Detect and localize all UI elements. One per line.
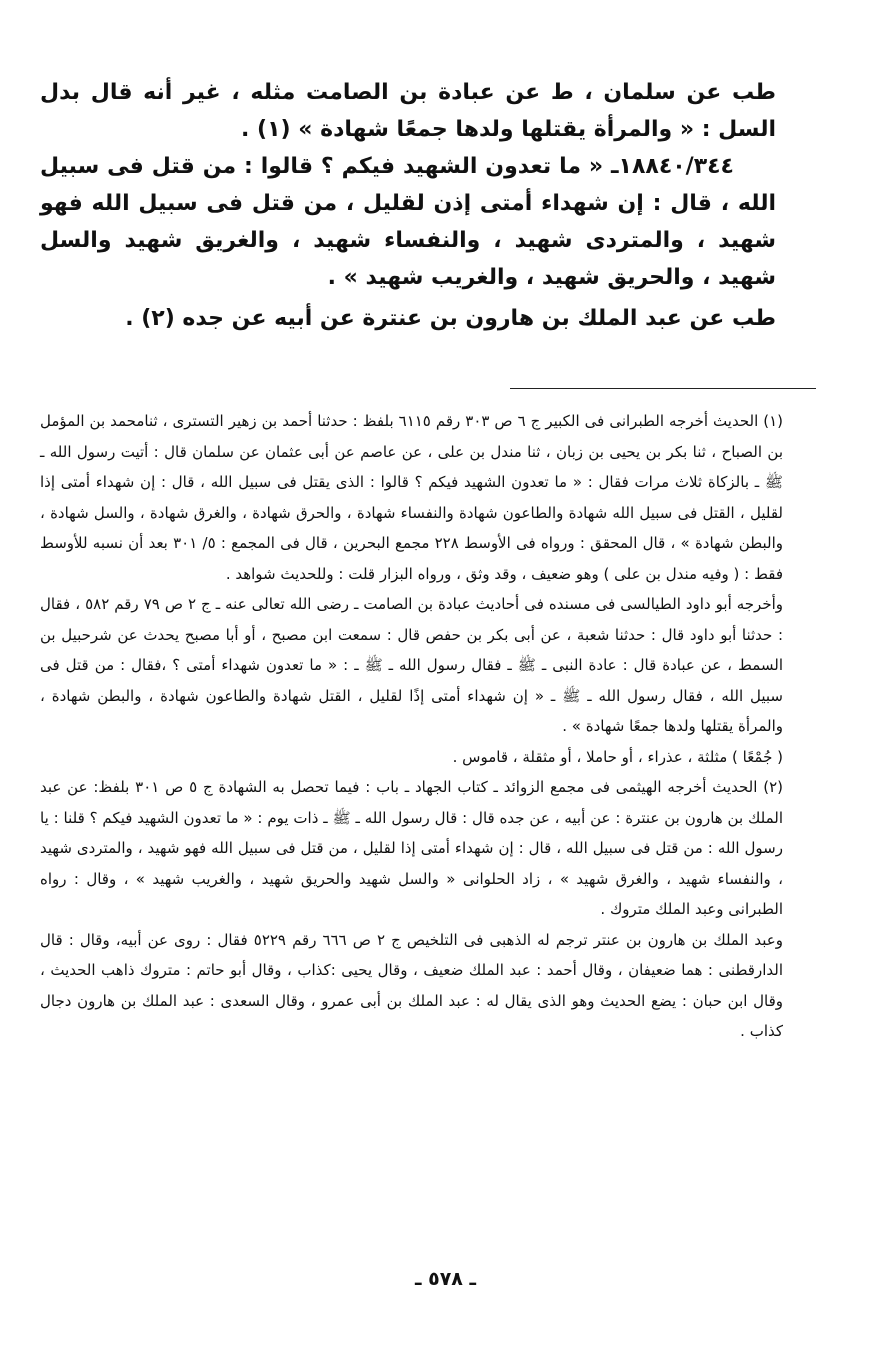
footnote-1-gloss: ( جُمْعًا ) مثلثة ، عذراء ، أو حاملا ، أو مثقلة ، قاموس . bbox=[452, 747, 783, 766]
main-paragraph: طب عن سلمان ، ط عن عبادة بن الصامت مثله ، غير أنه قال بدل السل : « والمرأة يقتلها ولدها جمعًا شهادة » (١) . bbox=[40, 80, 776, 142]
footnote-separator bbox=[510, 388, 816, 389]
footnote-2: (٢) الحديث أخرجه الهيثمى فى مجمع الزوائد ـ كتاب الجهاد ـ باب : فيما تحصل به الشهادة ج ٥ ص ٣٠١ بلفظ: عن عبد الملك بن هارون بن عنترة : عن أبيه ، عن جده قال : قال رسول الله ـ ﷺ ـ ذات يوم : « ما تعدون الشهيد فيكم ؟ قلنا : يا رسول الله : من قتل فى سبيل الله ، قال : إن شهداء أمتى إذا لقليل ، من قتل فى سبيل الله فهو شهيد ، والمتردى شهيد ، والنفساء شهيد ، والغرق شهيد » ، زاد الحلوانى « والسل شهيد والحريق شهيد ، والغريب شهيد » ، وقال : رواه الطبرانى وعبد الملك متروك . bbox=[40, 778, 784, 918]
footnotes bbox=[40, 406, 783, 1047]
main-text bbox=[40, 74, 776, 337]
footnote-1: (١) الحديث أخرجه الطبرانى فى الكبير ج ٦ ص ٣٠٣ رقم ٦١١٥ بلفظ : حدثنا أحمد بن زهير التسترى ، ثنامحمد بن المؤمل بن الصباح ، ثنا بكر بن يحيى بن زبان ، ثنا مندل بن على ، عن عاصم عن أبى عثمان عن سلمان قال : أتيت رسول الله ـ ﷺ ـ بالزكاة ثلاث مرات فقال : « ما تعدون الشهيد فيكم ؟ قالوا : الذى يقتل فى سبيل الله ، قال : إن شهداء أمتى إذا لقليل ، القتل فى سبيل الله شهادة والطاعون شهادة والنفساء شهادة ، والحرق شهادة ، والغرق شهادة ، والسل شهادة ، والبطن شهادة » ، قال المحقق : ورواه فى الأوسط ٢٢٨ مجمع البحرين ، قال فى المجمع : ٥/ ٣٠١ بعد أن نسبه للأوسط فقط : ( وفيه مندل بن على ) وهو ضعيف ، وقد وثق ، ورواه البزار قلت : وللحديث شواهد . bbox=[40, 412, 784, 583]
footnote-2-continuation: وعبد الملك بن هارون بن عنتر ترجم له الذهبى فى التلخيص ج ٢ ص ٦٦٦ رقم ٥٢٢٩ فقال : روى عن أبيه، وقال : قال الدارقطنى : هما ضعيفان ، وقال أحمد : عبد الملك ضعيف ، وقال يحيى :كذاب ، وقال أبو حاتم : متروك ذاهب الحديث ، وقال ابن حبان : يضع الحديث وهو الذى يقال له : عبد الملك بن أبى عمرو ، وقال السعدى : عبد الملك بن هارون دجال كذاب . bbox=[40, 930, 783, 1040]
footnote-1-continuation: وأخرجه أبو داود الطيالسى فى مسنده فى أحاديث عبادة بن الصامت ـ رضى الله تعالى عنه ـ ج ٢ ص ٧٩ رقم ٥٨٢ ، فقال : حدثنا أبو داود قال : حدثنا شعبة ، عن أبى بكر بن حفص قال : سمعت ابن مصبح ، أو أبا مصبح يحدث عن شرحبيل بن السمط ، عن عبادة قال : عادة النبى ـ ﷺ ـ فقال رسول الله ـ ﷺ ـ : « ما تعدون شهداء أمتى ؟ ،فقال : من قتل فى سبيل الله ، فقال رسول الله ـ ﷺ ـ « إن شهداء أمتى إذًا لقليل ، القتل شهادة والطاعون شهادة ، والبطن شهادة ، والمرأة يقتلها ولدها جمعًا شهادة » . bbox=[40, 595, 784, 735]
hadith-paragraph: ١٨٨٤٠/٣٤٤ـ « ما تعدون الشهيد فيكم ؟ قالوا : من قتل فى سبيل الله ، قال : إن شهداء أمتى إذن لقليل ، من قتل فى سبيل الله فهو شهيد ، والمتردى شهيد ، والنفساء شهيد ، والغريق شهيد والسل شهيد ، والحريق شهيد ، والغريب شهيد » . bbox=[40, 154, 776, 290]
source-paragraph: طب عن عبد الملك بن هارون بن عنترة عن أبيه عن جده (٢) . bbox=[125, 306, 776, 331]
page-number: ـ ٥٧٨ ـ bbox=[414, 1268, 476, 1290]
